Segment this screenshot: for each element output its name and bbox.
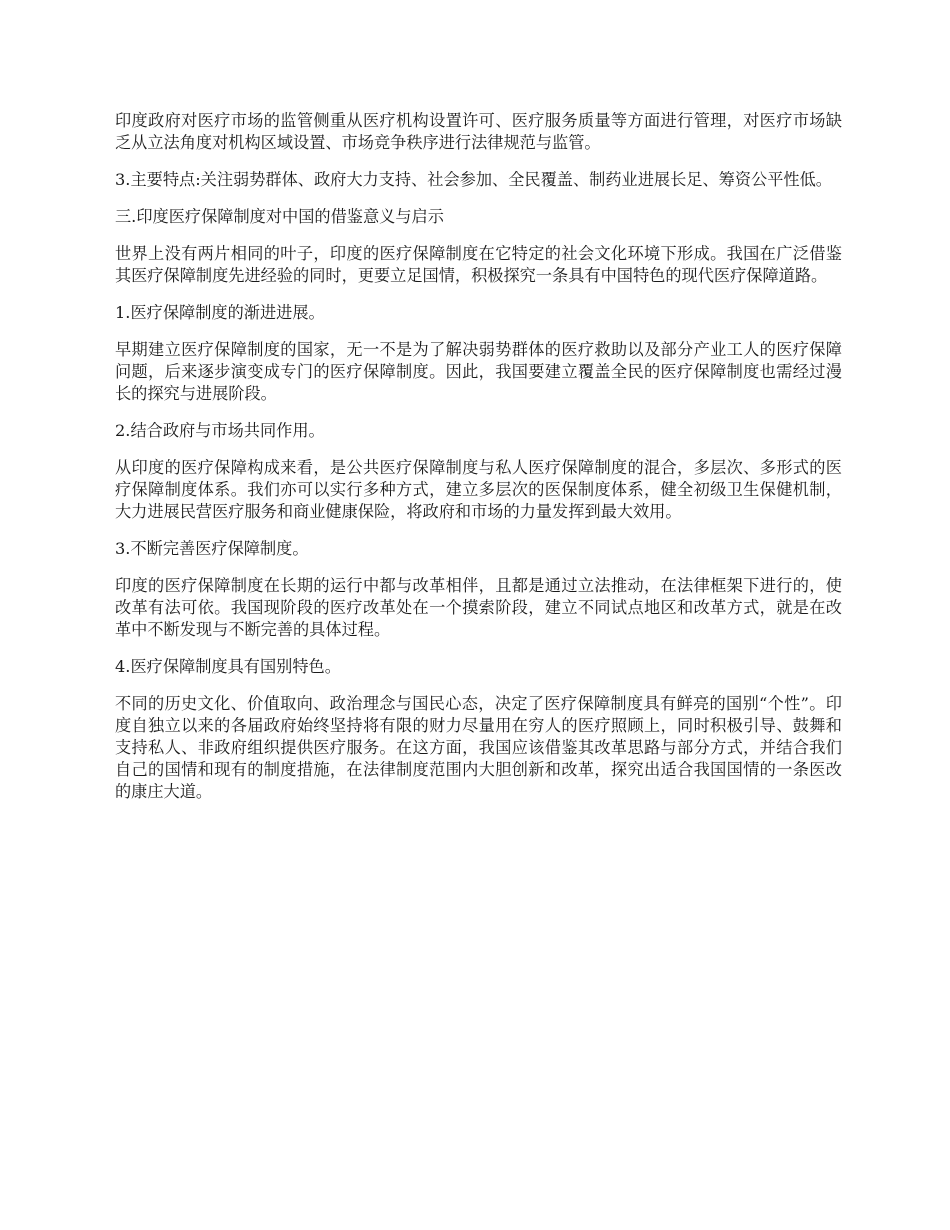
paragraph-2: 从印度的医疗保障构成来看，是公共医疗保障制度与私人医疗保障制度的混合，多层次、多形式的医疗保障制度体系。我们亦可以实行多种方式，建立多层次的医保制度体系，健全初级卫生保健机制，大力进展民营医疗服务和商业健康保险，将政府和市场的力量发挥到最大效用。 bbox=[115, 458, 842, 521]
subheading-3: 3.不断完善医疗保障制度。 bbox=[115, 539, 309, 558]
paragraph-intro: 世界上没有两片相同的叶子，印度的医疗保障制度在它特定的社会文化环境下形成。我国在广泛借鉴其医疗保障制度先进经验的同时，更要立足国情，积极探究一条具有中国特色的现代医疗保障道路。 bbox=[115, 244, 842, 285]
paragraph-3: 印度的医疗保障制度在长期的运行中都与改革相伴，且都是通过立法推动，在法律框架下进行的，使改革有法可依。我国现阶段的医疗改革处在一个摸索阶段，建立不同试点地区和改革方式，就是在改革中不断发现与不断完善的具体过程。 bbox=[115, 576, 842, 639]
subheading-4: 4.医疗保障制度具有国别特色。 bbox=[115, 657, 341, 676]
paragraph-1: 早期建立医疗保障制度的国家，无一不是为了解决弱势群体的医疗救助以及部分产业工人的医疗保障问题，后来逐步演变成专门的医疗保障制度。因此，我国要建立覆盖全民的医疗保障制度也需经过漫长的探究与进展阶段。 bbox=[115, 340, 842, 403]
paragraph-main-features: 3.主要特点:关注弱势群体、政府大力支持、社会参加、全民覆盖、制药业进展长足、筹资公平性低。 bbox=[115, 170, 832, 189]
paragraph-4: 不同的历史文化、价值取向、政治理念与国民心态，决定了医疗保障制度具有鲜亮的国别“个性”。印度自独立以来的各届政府始终坚持将有限的财力尽量用在穷人的医疗照顾上，同时积极引导、鼓舞和支持私人、非政府组织提供医疗服务。在这方面，我国应该借鉴其改革思路与部分方式，并结合我们自己的国情和现有的制度措施，在法律制度范围内大胆创新和改革，探究出适合我国国情的一条医改的康庄大道。 bbox=[115, 694, 842, 801]
paragraph-regulation: 印度政府对医疗市场的监管侧重从医疗机构设置许可、医疗服务质量等方面进行管理，对医疗市场缺乏从立法角度对机构区域设置、市场竞争秩序进行法律规范与监管。 bbox=[115, 111, 842, 152]
subheading-1: 1.医疗保障制度的渐进进展。 bbox=[115, 303, 325, 322]
section-heading-lessons: 三.印度医疗保障制度对中国的借鉴意义与启示 bbox=[115, 207, 444, 226]
subheading-2: 2.结合政府与市场共同作用。 bbox=[115, 421, 325, 440]
